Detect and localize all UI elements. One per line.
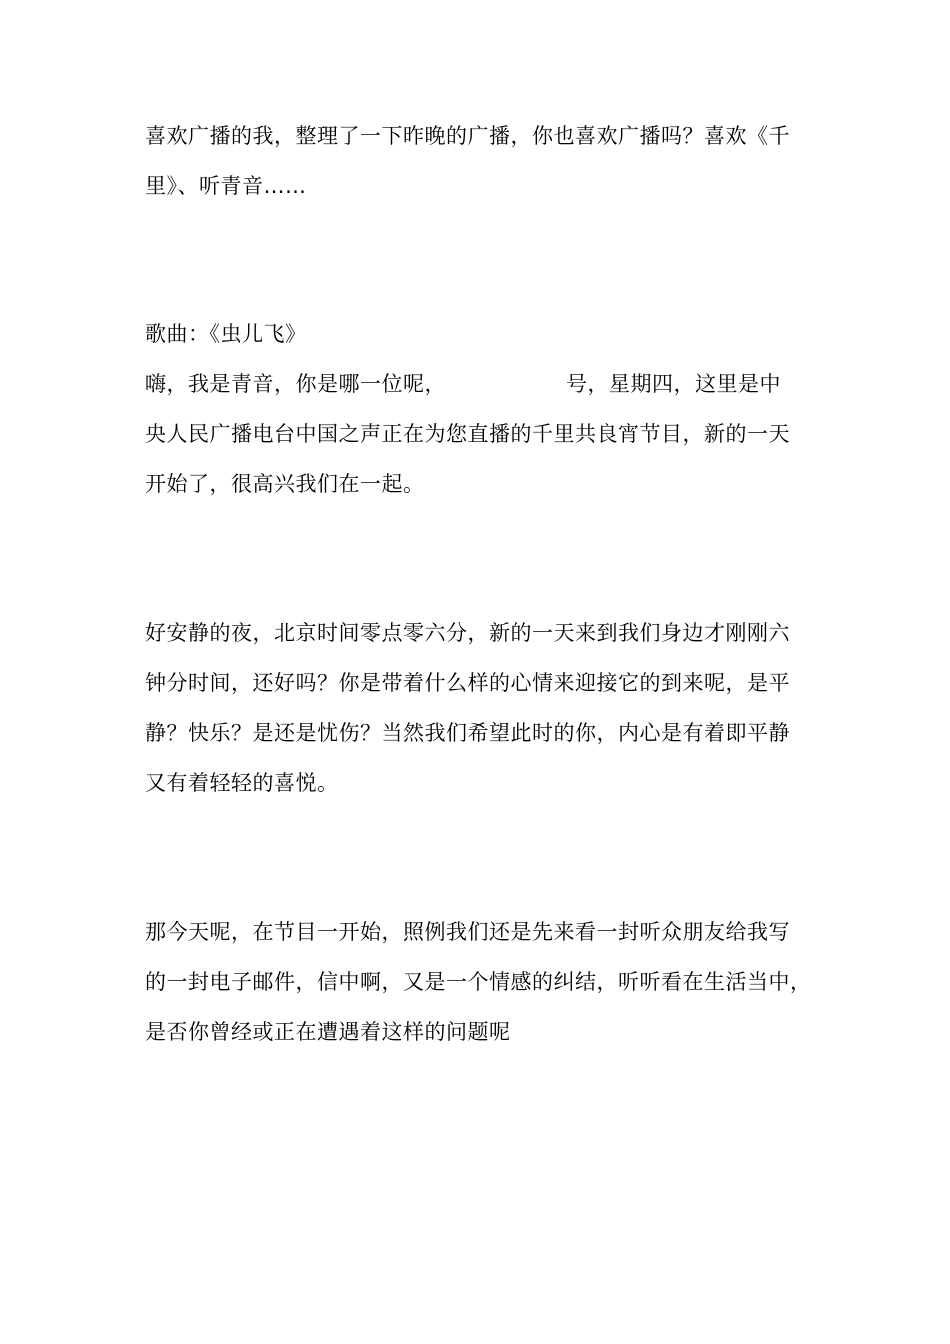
letter-line-3: 是否你曾经或正在遭遇着这样的问题呢 xyxy=(145,1020,511,1044)
greeting-line-1-end: 号，星期四，这里是中 xyxy=(566,372,781,396)
letter-paragraph xyxy=(145,907,825,1057)
greeting-line-2: 央人民广播电台中国之声正在为您直播的千里共良宵节目，新的一天 xyxy=(145,422,790,446)
song-label: 歌曲：《虫儿飞》 xyxy=(145,322,307,346)
night-line-2: 钟分时间，还好吗？你是带着什么样的心情来迎接它的到来呢，是平 xyxy=(145,671,790,695)
intro-paragraph xyxy=(145,111,825,211)
greeting-line-1-start: 嗨，我是青音，你是哪一位呢， xyxy=(145,372,446,396)
night-paragraph xyxy=(145,608,825,808)
song-title xyxy=(145,309,825,359)
night-line-4: 又有着轻轻的喜悦。 xyxy=(145,771,339,795)
night-line-3: 静？快乐？是还是忧伤？当然我们希望此时的你，内心是有着即平静 xyxy=(145,721,790,745)
night-line-1: 好安静的夜，北京时间零点零六分，新的一天来到我们身边才刚刚六 xyxy=(145,621,790,645)
greeting-line-1 xyxy=(145,359,825,409)
greeting-paragraph xyxy=(145,359,825,509)
letter-line-2: 的一封电子邮件，信中啊，又是一个情感的纠结，听听看在生活当中， xyxy=(145,970,812,994)
intro-line-1: 喜欢广播的我，整理了一下昨晚的广播，你也喜欢广播吗？喜欢《千 xyxy=(145,124,790,148)
greeting-line-3: 开始了，很高兴我们在一起。 xyxy=(145,472,425,496)
intro-line-2: 里》、听青音…… xyxy=(145,174,307,198)
letter-line-1: 那今天呢，在节目一开始，照例我们还是先来看一封听众朋友给我写 xyxy=(145,920,790,944)
